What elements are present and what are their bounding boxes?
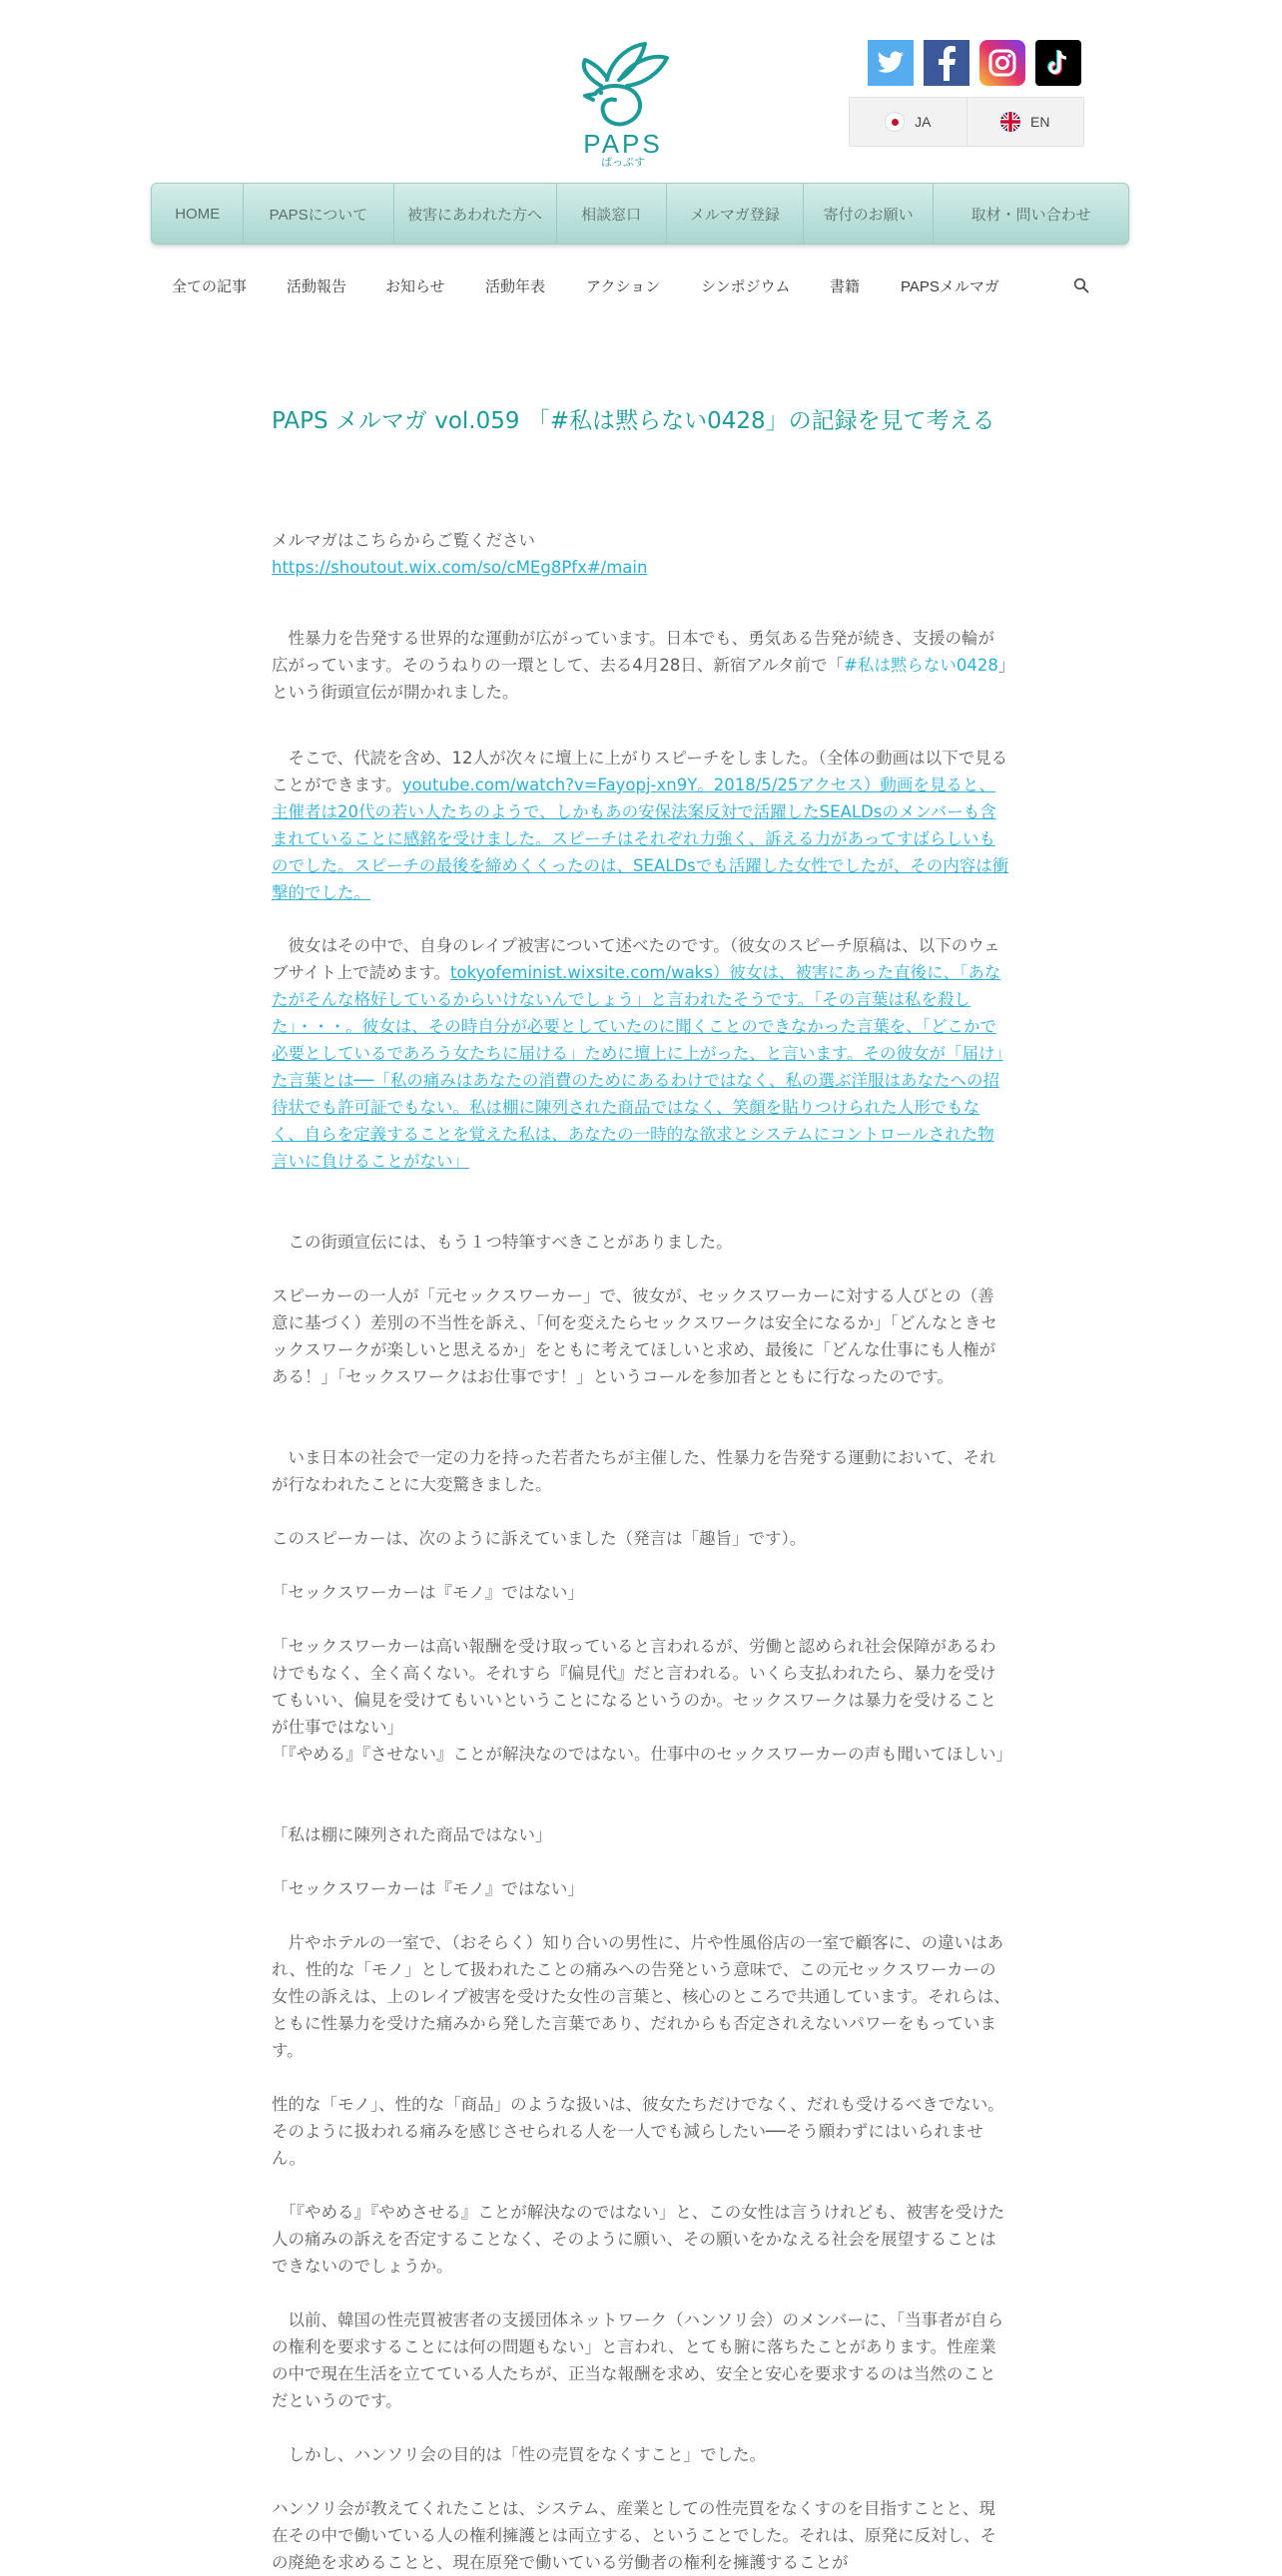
language-switcher — [849, 97, 1084, 147]
instagram-icon[interactable] — [979, 40, 1025, 86]
category-action[interactable]: アクション — [586, 278, 661, 295]
nav-newsletter-signup[interactable]: メルマガ登録 — [666, 184, 803, 244]
paragraph-2 — [272, 745, 1010, 906]
paragraph-13: ハンソリ会が教えてくれたことは、システム、産業としての性売買をなくすのを目指すことと、現在その中で働いている人の権利擁護とは両立する、ということでした。それは、原発に反対し、その廃絶を求めることと、現在原発で働いている労働者の権利を擁護することが — [272, 2499, 996, 2572]
newsletter-link[interactable]: https://shoutout.wix.com/so/cMEg8Pfx#/main — [272, 558, 648, 577]
category-activity-report[interactable]: 活動報告 — [287, 278, 347, 295]
paragraph-8: 片やホテルの一室で、（おそらく）知り合いの男性に、片や性風俗店の一室で顧客に、の違いはあれ、性的な「モノ」として扱われたことの痛みへの告発という意味で、この元セックスワーカーの女性の訴えは、上のレイプ被害を受けた女性の言葉と、核心のところで共通しています。それらは、ともに性暴力を受けた痛みから発した言葉であり、だれからも否定されえないパワーをもっています。 — [272, 1933, 1010, 2060]
paragraph-11: 以前、韓国の性売買被害者の支援団体ネットワーク（ハンソリ会）のメンバーに、「当事者が自らの権利を要求することには何の問題もない」と言われ、とても腑に落ちたことがあります。性産業の中で現在生活を立てている人たちが、正当な報酬を求め、安全と安心を要求するのは当然のことだというのです。 — [272, 2311, 1004, 2410]
p1-text-a: 性暴力を告発する世界的な運動が広がっています。日本でも、勇気ある告発が続き、支援の輪が広がっています。そのうねりの一環として、去る4月28日、新宿アルタ前で「 — [272, 629, 995, 675]
p1-text-b: 」という街頭宣伝が開かれました。 — [272, 656, 1007, 702]
quote-5: 「セックスワーカーは『モノ』ではない」 — [272, 1879, 584, 1898]
quote-4: 「私は棚に陳列された商品ではない」 — [272, 1825, 552, 1844]
paragraph-10: 「『やめる』『やめさせる』ことが解決なのではない」と、この女性は言うけれども、被害を受けた人の痛みの訴えを否定することなく、そのように願い、その願いをかなえる社会を展望することはできないのでしょうか。 — [272, 2203, 1005, 2276]
category-news[interactable]: お知らせ — [385, 278, 445, 295]
tiktok-icon[interactable] — [1035, 40, 1081, 86]
nav-about[interactable]: PAPSについて — [243, 184, 392, 244]
nav-donation[interactable]: 寄付のお願い — [803, 184, 933, 244]
category-nav — [150, 267, 1102, 303]
paragraph-9: 性的な「モノ」、性的な「商品」のような扱いは、彼女たちだけでなく、だれも受けるべきでない。そのように扱われる痛みを感じさせられる人を一人でも減らしたい──そう願わずにはいられません。 — [272, 2095, 1004, 2168]
nav-for-victims[interactable]: 被害にあわれた方へ — [393, 184, 556, 244]
category-books[interactable]: 書籍 — [830, 278, 861, 295]
main-nav — [151, 183, 1129, 245]
nav-home[interactable]: HOME — [175, 205, 221, 223]
category-newsletter[interactable]: PAPSメルマガ — [901, 278, 999, 295]
paragraph-7: このスピーカーは、次のように訴えていました（発言は「趣旨」です）。 — [272, 1529, 807, 1548]
intro-label: メルマガはこちらからご覧ください — [272, 531, 535, 550]
tokyofeminist-link[interactable]: tokyofeminist.wixsite.com/waks）彼女は、被害にあった直後に、「あなたがそんな格好しているからいけないんでしょう」と言われたそうです。「その言葉は私を殺した」・・・。彼女は、その時自分が必要としていたのに聞くことのできなかった言葉を、「どこかで必要としているであろう女たちに届ける」ために壇上に上がった、と言います。その彼女が「届け」た言葉とは──「私の痛みはあなたの消費のためにあるわけではなく、私の選ぶ洋服はあなたへの招待状でも許可証でもない。私は棚に陳列された商品ではなく、笑顔を貼りつけられた人形でもなく、自らを定義することを覚えた私は、あなたの一時的な欲求とシステムにコントロールされた物言いに負けることがない」 — [272, 963, 1003, 1171]
lang-label-ja: JA — [915, 114, 932, 130]
lang-option-ja[interactable] — [850, 98, 966, 146]
hashtag-link[interactable]: #私は黙らない0428 — [844, 656, 998, 675]
youtube-link[interactable]: youtube.com/watch?v=Fayopj-xn9Y。2018/5/25アクセス）動画を見ると、主催者は20代の若い人たちのようで、しかもあの安保法案反対で活躍したSEALDsのメンバーも含まれていることに感銘を受けました。スピーチはそれぞれ力強く、訴える力があってすばらしいものでした。スピーチの最後を締めくくったのは、SEALDsでも活躍した女性でしたが、その内容は衝撃的でした。 — [272, 775, 1009, 902]
nav-contact[interactable]: 取材・問い合わせ — [933, 184, 1128, 244]
paragraph-6: いま日本の社会で一定の力を持った若者たちが主催した、性暴力を告発する運動において、それが行なわれたことに大変驚きました。 — [272, 1448, 996, 1494]
nav-consultation[interactable]: 相談窓口 — [556, 184, 666, 244]
paragraph-1 — [272, 625, 1010, 706]
twitter-icon[interactable] — [868, 40, 914, 86]
category-timeline[interactable]: 活動年表 — [485, 278, 546, 295]
quote-3: 「『やめる』『させない』ことが解決なのではない。仕事中のセックスワーカーの声も聞いてほしい」 — [272, 1745, 1013, 1764]
post-title: PAPS メルマガ vol.059 「#私は黙らない0428」の記録を見て考える — [272, 408, 995, 434]
paps-logo[interactable] — [571, 38, 675, 174]
uk-flag-icon — [1000, 112, 1020, 132]
lang-label-en: EN — [1030, 114, 1050, 130]
quote-1: 「セックスワーカーは『モノ』ではない」 — [272, 1583, 584, 1602]
paragraph-12: しかし、ハンソリ会の目的は「性の売買をなくすこと」でした。 — [272, 2445, 766, 2464]
facebook-icon[interactable] — [924, 40, 969, 86]
dove-logo-icon — [571, 38, 675, 136]
search-icon[interactable] — [1073, 277, 1089, 293]
category-symposium[interactable]: シンポジウム — [701, 278, 791, 295]
logo-text: PAPS — [583, 129, 663, 159]
p3-text: 彼女はその中で、自身のレイプ被害について述べたのです。（彼女のスピーチ原稿は、以下のウェブサイト上で読めます。 — [272, 936, 1000, 982]
paragraph-4: この街頭宣伝には、もう１つ特筆すべきことがありました。 — [272, 1233, 733, 1252]
lang-option-en[interactable] — [966, 98, 1084, 146]
p2-text: そこで、代読を含め、12人が次々に壇上に上がりスピーチをしました。（全体の動画は以下で見ることができます。 — [272, 749, 1008, 794]
category-all-posts[interactable]: 全ての記事 — [172, 278, 248, 295]
paragraph-3 — [272, 932, 1010, 1175]
logo-subtext: ぱっぷす — [601, 156, 645, 169]
quote-2: 「セックスワーカーは高い報酬を受け取っていると言われるが、労働と認められ社会保障があるわけでもなく、全く高くない。それすら『偏見代』だと言われる。いくら支払われたら、暴力を受けてもいい、偏見を受けてもいいということになるというのか。セックスワークは暴力を受けることが仕事ではない」 — [272, 1637, 996, 1737]
intro-paragraph — [272, 527, 1010, 581]
social-bar — [868, 40, 1081, 86]
japan-flag-icon — [885, 112, 905, 132]
paragraph-5: スピーカーの一人が「元セックスワーカー」で、彼女が、セックスワーカーに対する人びとの（善意に基づく）差別の不当性を訴え、「何を変えたらセックスワークは安全になるか」「どんなときセックスワークが楽しいと思えるか」をともに考えてほしいと求め、最後に「どんな仕事にも人権がある！」「セックスワークはお仕事です！」というコールを参加者とともに行なったのです。 — [272, 1287, 997, 1386]
